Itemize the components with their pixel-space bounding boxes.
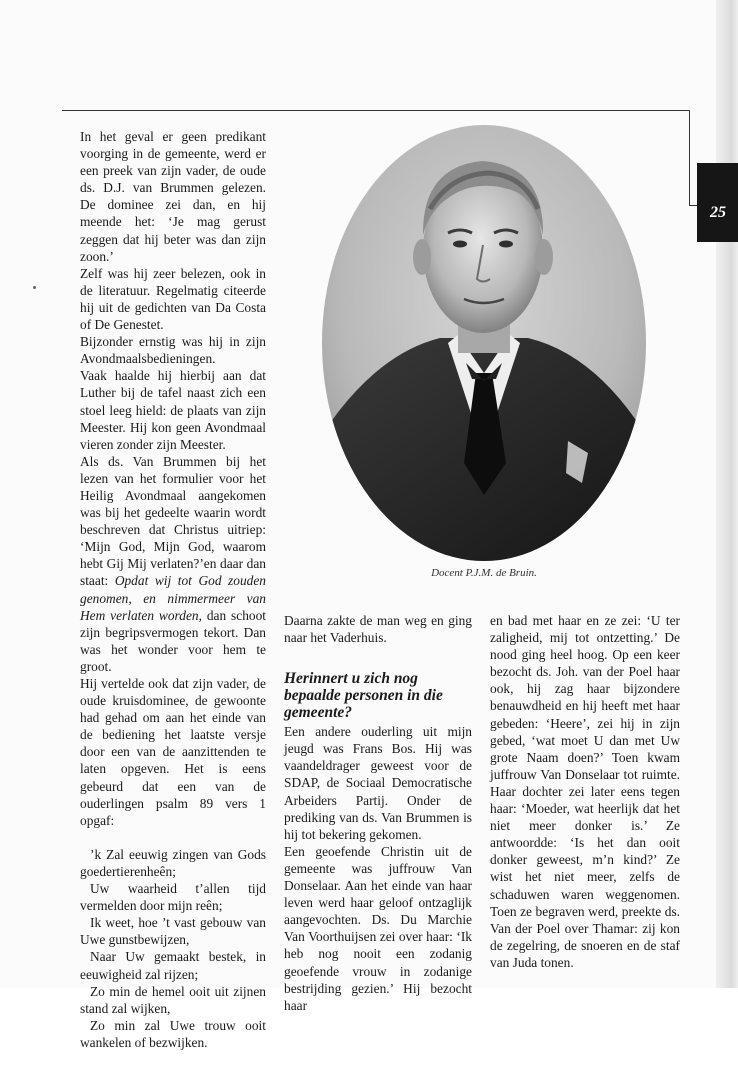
- paragraph: Hij vertelde ook dat zijn vader, de oude kruisdominee, de gewoonte had gehad om aan het einde van de bediening het laatste versje door een van de aanzittenden te laten opgeven. Het is eens gebeurd dat een van de ouderlingen psalm 89 vers 1 opgaf:: [80, 676, 266, 828]
- paragraph: Zelf was hij zeer belezen, ook in de literatuur. Regelmatig citeerde hij uit de gedichten van Da Costa of De Genestet.: [80, 265, 266, 333]
- psalm-line: Ik weet, hoe ’t vast gebouw van Uwe gunstbewijzen,: [80, 915, 266, 948]
- page-number: 25: [710, 204, 726, 221]
- page-binding-edge: [716, 0, 738, 988]
- paragraph: Een geoefende Christin uit de gemeente was juffrouw Van Donselaar. Aan het einde van haar leven werd haar geloof ontzaglijk aangevochten. Ds. Du Marchie Van Voorthuijsen zei over haar: ‘Ik heb nog nooit een zodanig geoefende vrouw in zodanige bestrijding gezien.’ Hij bezocht haar: [284, 843, 472, 1013]
- psalm-line: ’k Zal eeuwig zingen van Gods goedertierenheên;: [80, 846, 266, 879]
- paragraph: Daarna zakte de man weg en ging naar het Vaderhuis.: [284, 613, 472, 646]
- header-rule: [62, 110, 690, 111]
- page-number-tab: [697, 163, 738, 242]
- interview-question: Herinnert u zich nog bepaalde personen in die gemeente?: [284, 670, 443, 722]
- psalm-line: Zo min zal Uwe trouw ooit wankelen of bezwijken.: [80, 1017, 266, 1050]
- psalm-line: Zo min de hemel ooit uit zijnen stand zal wijken,: [80, 983, 266, 1016]
- paragraph: Een andere ouderling uit mijn jeugd was Frans Bos. Hij was vaandeldrager geweest voor de SDAP, de Sociaal Democratische Arbeiders Partij. Onder de prediking van ds. Van Brummen is hij tot bekering gekomen.: [284, 724, 472, 842]
- text-column-3: [490, 612, 680, 971]
- header-rule-vertical: [689, 110, 690, 206]
- paragraph: Bijzonder ernstig was hij in zijn Avondmaalsbedieningen.: [80, 334, 266, 367]
- text-run: Als ds. Van Brummen bij het lezen van het formulier voor het Heilig Avondmaal aangekomen was bij het gedeelte waarin wordt beschreven dat Christus uitriep: ‘Mijn God, Mijn God, waarom hebt Gij Mij verlaten?’en daar dan staat:: [80, 453, 266, 589]
- psalm-line: Naar Uw gemaakt bestek, in eeuwigheid zal rijzen;: [80, 949, 266, 982]
- text-run: , dan schoot zijn begripsvermogen tekort. Dan was het wonder voor hem te groot.: [80, 607, 266, 674]
- paragraph: Vaak haalde hij hierbij aan dat Luther bij de tafel naast zich een stoel leeg hield: de plaats van zijn Meester. Hij kon geen Avondmaal vieren zonder zijn Meester.: [80, 368, 266, 452]
- psalm-quote: [80, 846, 266, 1051]
- margin-mark: [33, 286, 36, 289]
- text-column-2: [284, 612, 472, 1014]
- paragraph: en bad met haar en ze zei: ‘U ter zaligheid, mij tot ontzetting.’ De nood ging heel hoog. Op een keer bezocht ds. Joh. van der Poel haar ook, hij zag haar bijzondere benauwdheid en hij heeft met haar gebeden: ‘Heere’, zei hij in zijn gebed, ‘wat moet U dan met Uw grote Naam doen?’ Toen kwam juffrouw Van Donselaar tot ruimte. Haar dochter zei later eens tegen haar: ‘Moeder, wat heerlijk dat het niet meer donker is.’ Ze antwoordde: ‘Is het dan ooit donker geweest, m’n kind?’ Ze wist het niet meer, zelfs de schaduwen waren weggenomen. Toen ze begraven werd, preekte ds. Van der Poel over Thamar: zij kon de zegelring, de snoeren en de staf van Juda tonen.: [490, 613, 680, 970]
- paragraph: [80, 453, 266, 675]
- italic-quote: Opdat wij tot God zouden genomen, en nimmermeer van Hem verlaten worden: [80, 573, 266, 623]
- text-column-1: [80, 128, 266, 1051]
- photo-caption: Docent P.J.M. de Bruin.: [431, 567, 537, 579]
- portrait-photo: [320, 123, 648, 563]
- psalm-line: Uw waarheid t’allen tijd vermelden door mijn reên;: [80, 881, 266, 914]
- paragraph: In het geval er geen predikant voorging in de gemeente, werd er een preek van zijn vader, de oude ds. D.J. van Brummen gelezen. De dominee zei dan, en hij meende het: ‘Je mag gerust zeggen dat hij beter was dan zijn zoon.’: [80, 129, 266, 264]
